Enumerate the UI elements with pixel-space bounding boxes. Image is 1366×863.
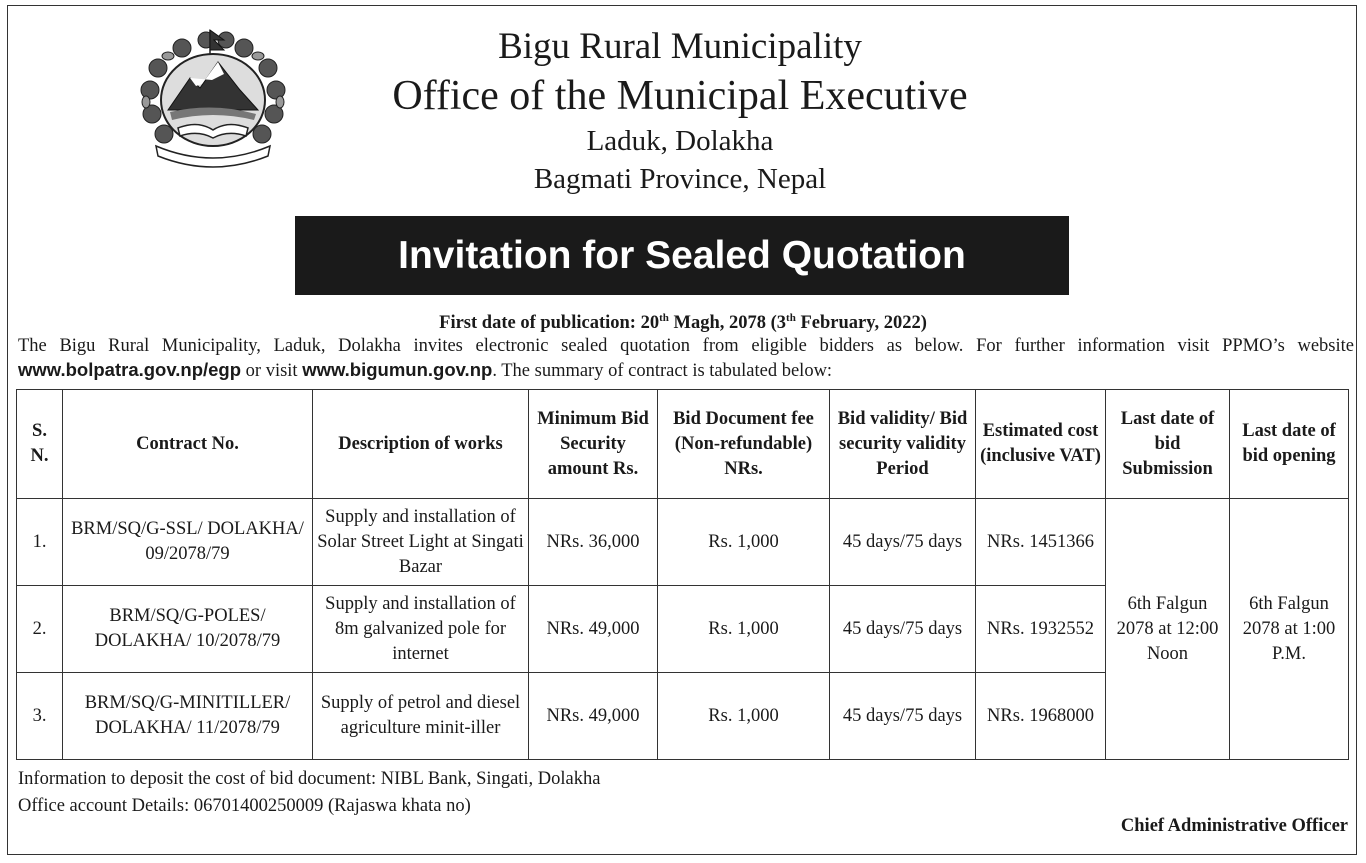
- header-contract: Contract No.: [63, 390, 313, 499]
- cell-description: Supply of petrol and diesel agriculture minit-iller: [313, 673, 529, 760]
- cell-validity: 45 days/75 days: [830, 499, 976, 586]
- signatory-title: Chief Administrative Officer: [1120, 816, 1348, 836]
- account-info: Office account Details: 06701400250009 (Rajaswa khata no): [18, 796, 471, 816]
- cell-opening: 6th Falgun 2078 at 1:00 P.M.: [1230, 499, 1349, 760]
- header-cost: Estimated cost (inclusive VAT): [976, 390, 1106, 499]
- nepal-emblem-icon: [128, 28, 298, 170]
- cell-sn: 2.: [17, 586, 63, 673]
- header-opening: Last date of bid opening: [1230, 390, 1349, 499]
- table-row: [17, 499, 1349, 586]
- cell-contract: BRM/SQ/G-POLES/ DOLAKHA/ 10/2078/79: [63, 586, 313, 673]
- cell-sn: 3.: [17, 673, 63, 760]
- table-header-row: [17, 390, 1349, 499]
- bank-info: Information to deposit the cost of bid document: NIBL Bank, Singati, Dolakha: [18, 769, 601, 789]
- bigumun-link[interactable]: www.bigumun.gov.np: [302, 359, 493, 380]
- cell-cost: NRs. 1968000: [976, 673, 1106, 760]
- office-address: Laduk, Dolakha: [586, 125, 774, 157]
- header-description: Description of works: [313, 390, 529, 499]
- header-security: Minimum Bid Security amount Rs.: [529, 390, 658, 499]
- cell-security: NRs. 36,000: [529, 499, 658, 586]
- deposit-info: [18, 766, 600, 820]
- notice-title: Invitation for Sealed Quotation: [295, 216, 1069, 295]
- header-fee: Bid Document fee (Non-refundable) NRs.: [658, 390, 830, 499]
- cell-security: NRs. 49,000: [529, 586, 658, 673]
- cell-contract: BRM/SQ/G-MINITILLER/ DOLAKHA/ 11/2078/79: [63, 673, 313, 760]
- cell-security: NRs. 49,000: [529, 673, 658, 760]
- cell-fee: Rs. 1,000: [658, 586, 830, 673]
- cell-description: Supply and installation of Solar Street Light at Singati Bazar: [313, 499, 529, 586]
- header-submission: Last date of bid Submission: [1106, 390, 1230, 499]
- cell-cost: NRs. 1932552: [976, 586, 1106, 673]
- cell-fee: Rs. 1,000: [658, 499, 830, 586]
- cell-validity: 45 days/75 days: [830, 673, 976, 760]
- bolpatra-link[interactable]: www.bolpatra.gov.np/egp: [18, 359, 242, 380]
- cell-contract: BRM/SQ/G-SSL/ DOLAKHA/ 09/2078/79: [63, 499, 313, 586]
- header-validity: Bid validity/ Bid security validity Period: [830, 390, 976, 499]
- publication-date: First date of publication: 20th Magh, 2078 (3th February, 2022): [439, 312, 927, 334]
- municipality-name: Bigu Rural Municipality: [498, 26, 862, 67]
- office-name: Office of the Municipal Executive: [392, 73, 968, 119]
- contract-table: [16, 389, 1349, 760]
- header-sn: S. N.: [17, 390, 63, 499]
- office-province: Bagmati Province, Nepal: [533, 163, 827, 195]
- cell-fee: Rs. 1,000: [658, 673, 830, 760]
- cell-description: Supply and installation of 8m galvanized pole for internet: [313, 586, 529, 673]
- cell-submission: 6th Falgun 2078 at 12:00 Noon: [1106, 499, 1230, 760]
- cell-validity: 45 days/75 days: [830, 586, 976, 673]
- intro-paragraph: The Bigu Rural Municipality, Laduk, Dolakha invites electronic sealed quotation from eligible bidders as below. For further information visit PPMO’s website www.bolpatra.gov.np/egp or visit www.bigumun.gov.np. The summary of contract is tabulated below:: [18, 336, 1354, 381]
- masthead: [300, 24, 1060, 198]
- cell-sn: 1.: [17, 499, 63, 586]
- cell-cost: NRs. 1451366: [976, 499, 1106, 586]
